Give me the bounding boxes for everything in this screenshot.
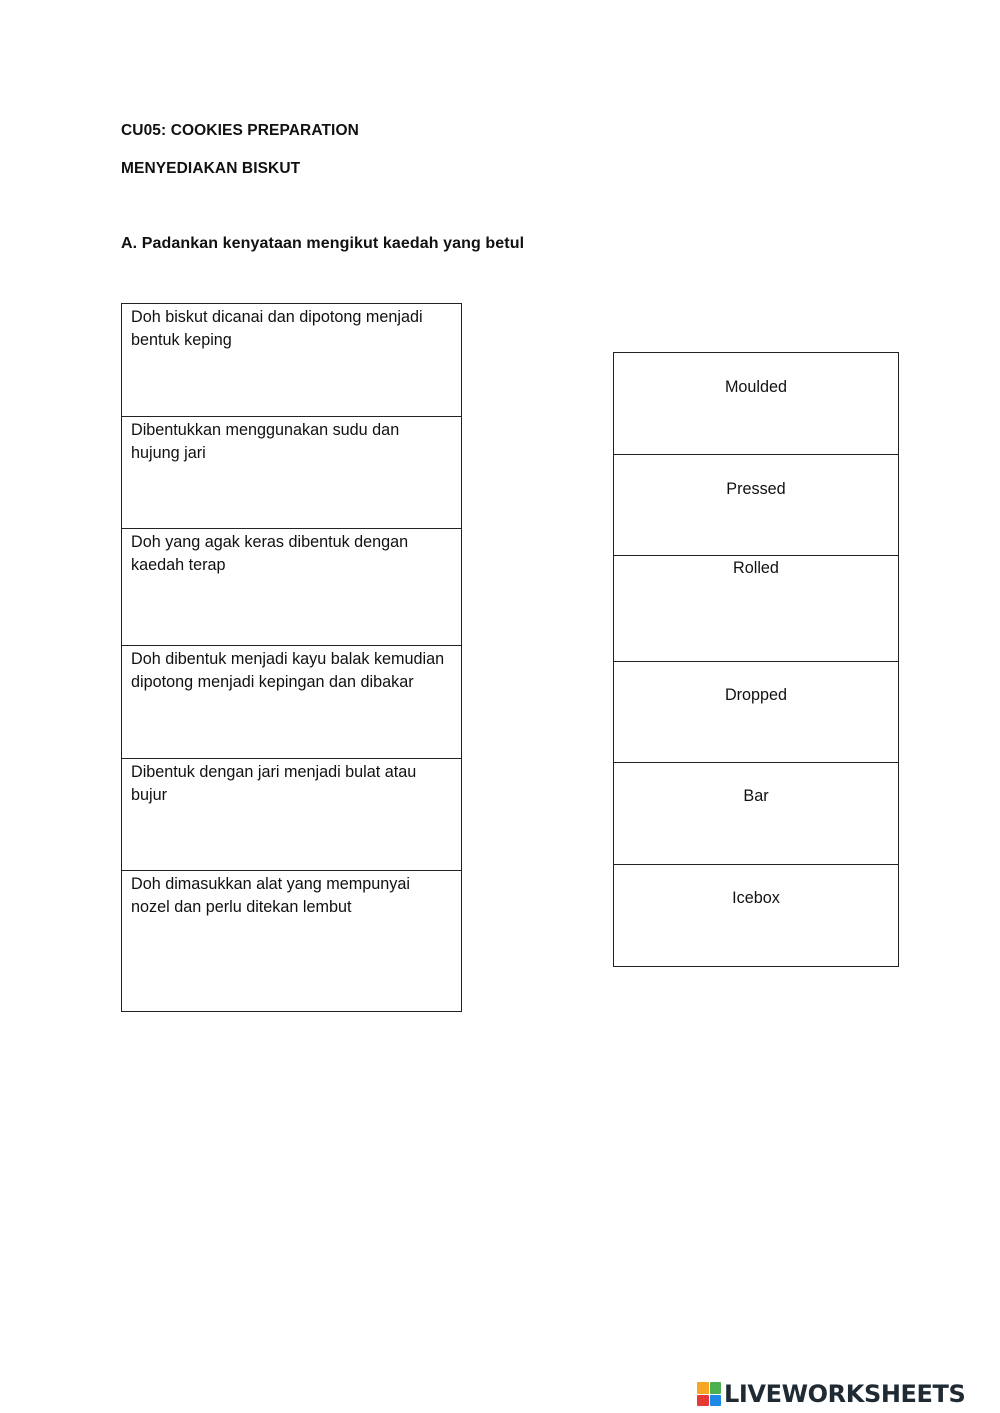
logo-mark-icon	[697, 1382, 721, 1406]
statement-cell[interactable]: Doh yang agak keras dibentuk dengan kaedah terap	[122, 529, 461, 646]
logo-square	[697, 1382, 709, 1394]
statement-cell[interactable]: Dibentuk dengan jari menjadi bulat atau bujur	[122, 759, 461, 871]
method-cell[interactable]: Icebox	[732, 889, 780, 907]
statement-cell[interactable]: Doh biskut dicanai dan dipotong menjadi bentuk keping	[122, 304, 461, 417]
methods-table	[613, 352, 899, 967]
statements-table	[121, 303, 462, 1012]
method-cell[interactable]: Pressed	[614, 455, 898, 556]
method-cell[interactable]: Dropped	[614, 662, 898, 763]
logo-square	[710, 1382, 722, 1394]
liveworksheets-logo	[697, 1380, 965, 1408]
method-cell[interactable]: Moulded	[614, 353, 898, 455]
worksheet-subtitle: MENYEDIAKAN BISKUT	[121, 160, 301, 177]
statement-cell[interactable]: Doh dibentuk menjadi kayu balak kemudian dipotong menjadi kepingan dan dibakar	[122, 646, 461, 759]
logo-square	[697, 1395, 709, 1407]
logo-square	[710, 1395, 722, 1407]
logo-text: LIVEWORKSHEETS	[724, 1380, 966, 1408]
instruction-text: A. Padankan kenyataan mengikut kaedah yang betul	[121, 235, 525, 252]
method-cell[interactable]: Rolled	[614, 556, 898, 662]
worksheet-title: CU05: COOKIES PREPARATION	[121, 122, 359, 139]
statement-cell[interactable]: Dibentukkan menggunakan sudu dan hujung jari	[122, 417, 461, 529]
method-cell[interactable]: Bar	[614, 763, 898, 865]
statement-cell[interactable]: Doh dimasukkan alat yang mempunyai nozel dan perlu ditekan lembut	[131, 875, 410, 916]
